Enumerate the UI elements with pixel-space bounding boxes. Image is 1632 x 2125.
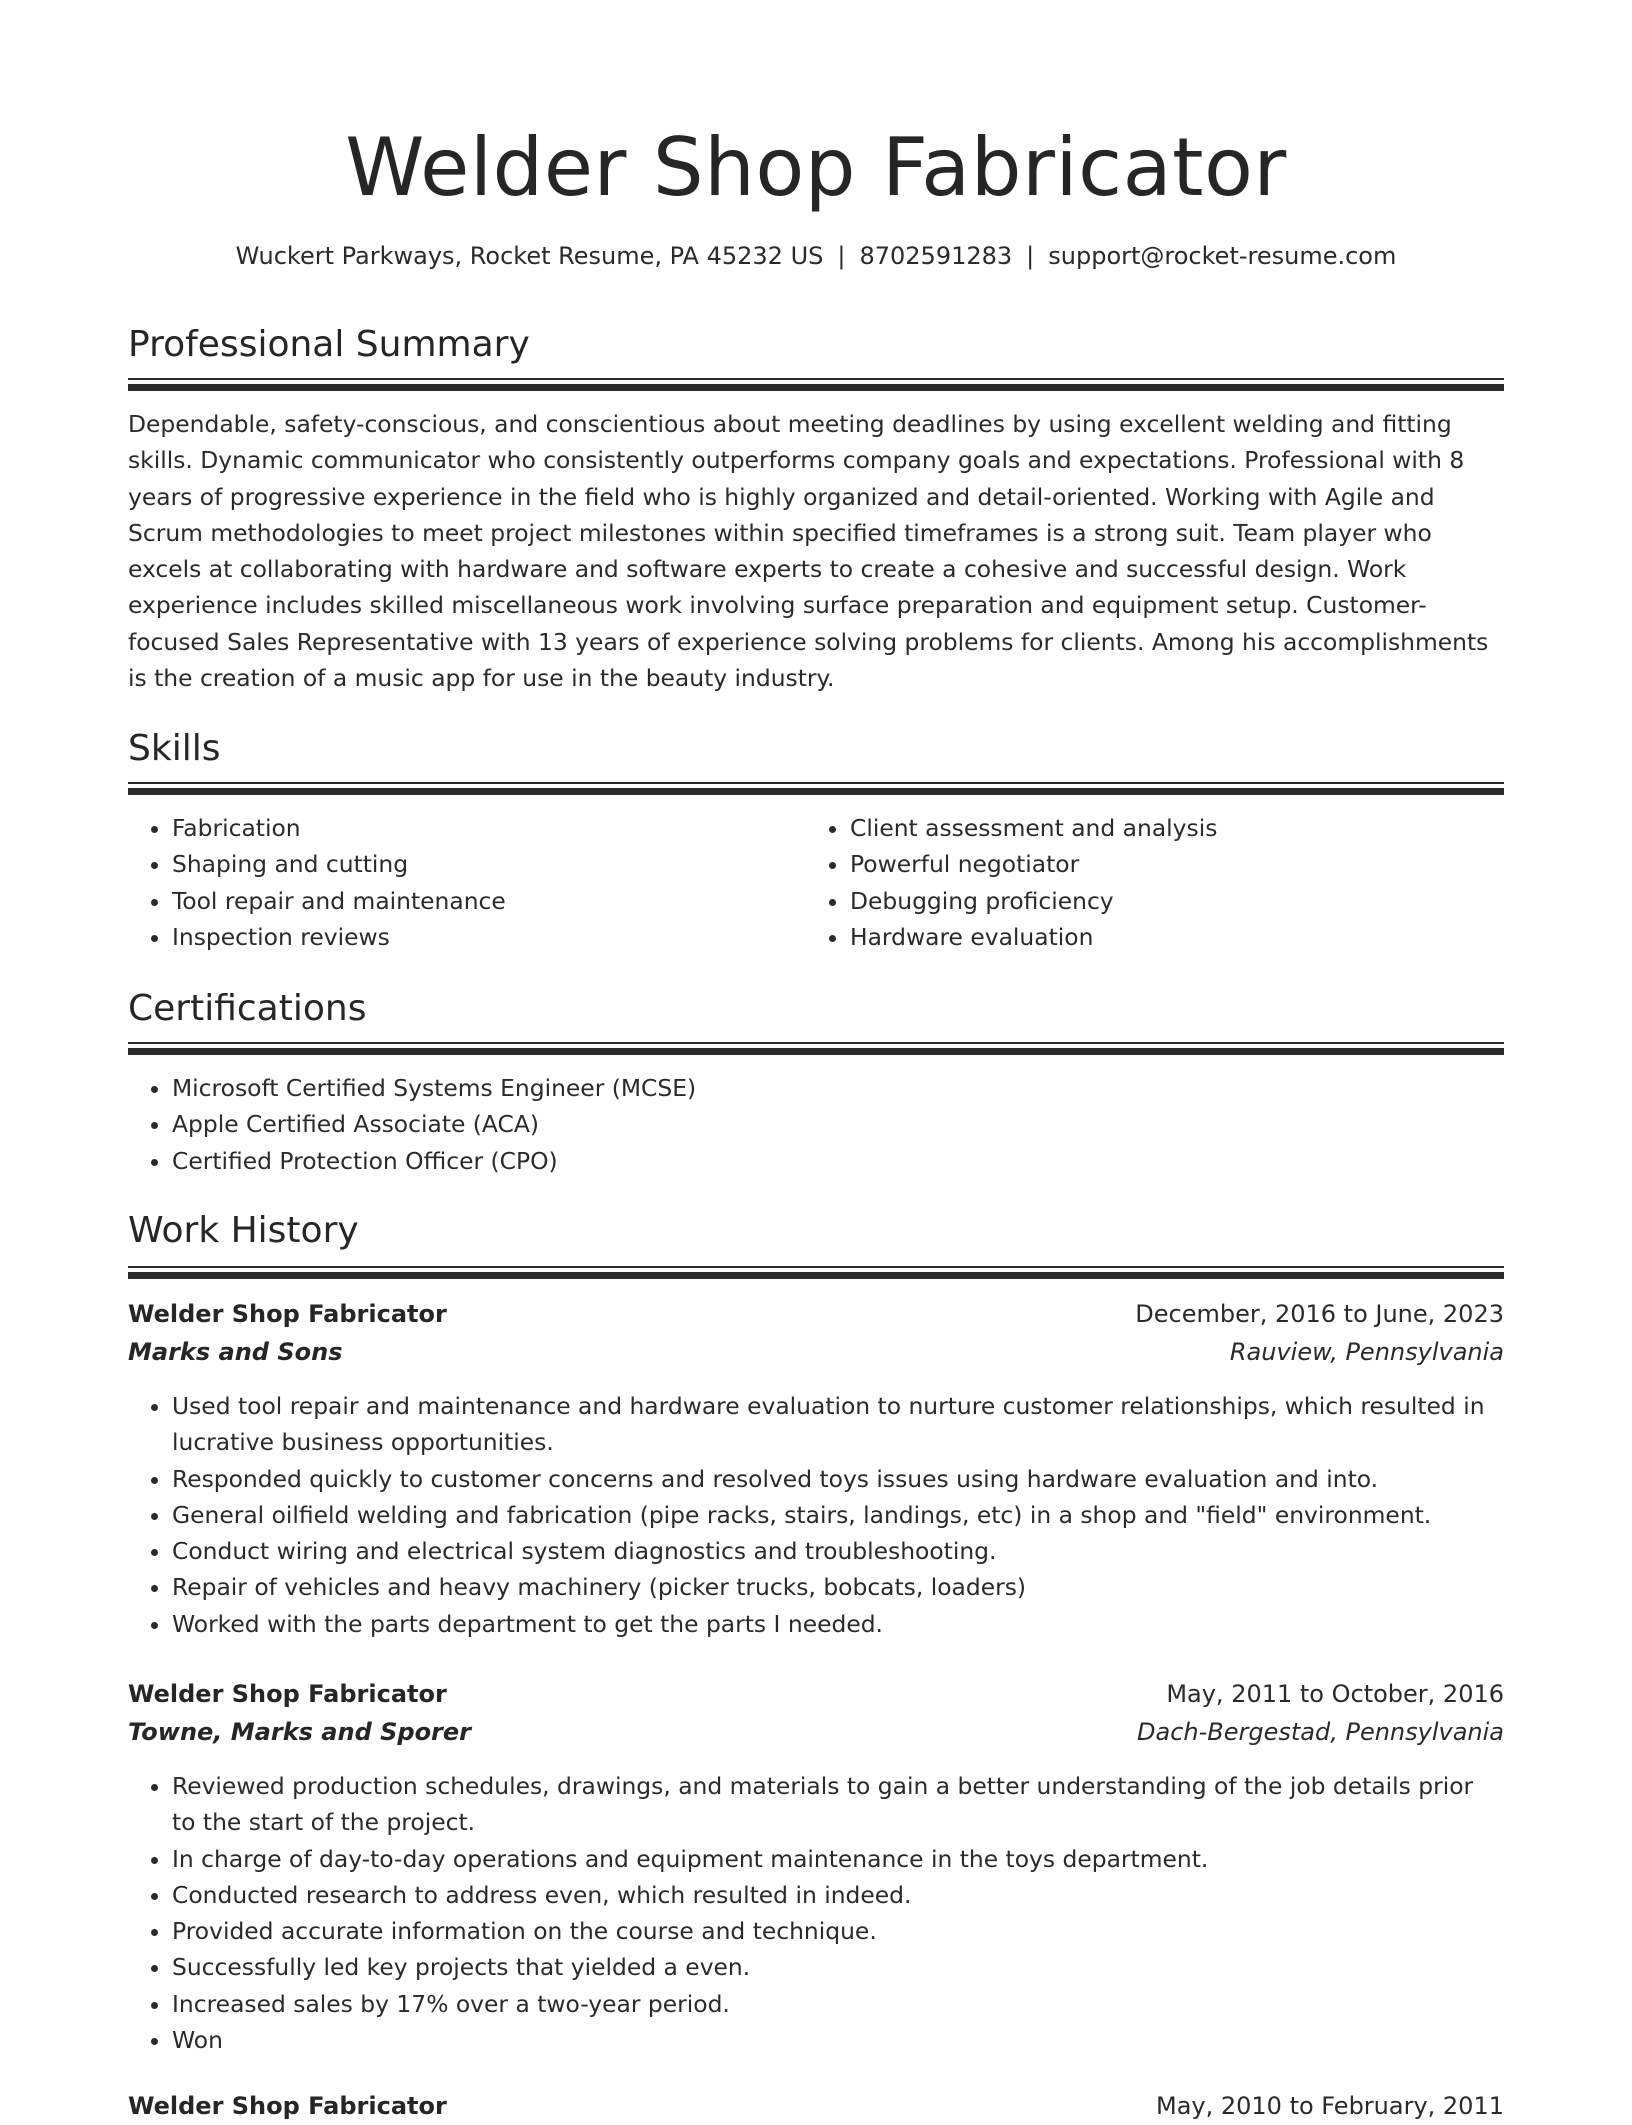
list-item: • Powerful negotiator [850,846,1504,882]
list-item: • Reviewed production schedules, drawings, and materials to gain a better understanding of the job details prior to the start of the project. [172,1768,1504,1841]
job-bullets [128,1388,1504,1642]
contact-separator: | [1026,242,1035,270]
list-item: • Debugging proficiency [850,883,1504,919]
list-item: • Provided accurate information on the course and technique. [172,1913,1504,1949]
job-title: Welder Shop Fabricator [128,2092,447,2120]
list-item: • Inspection reviews [172,919,808,955]
list-item: • Tool repair and maintenance [172,883,808,919]
list-item: • Client assessment and analysis [850,810,1504,846]
job-company: Marks and Sons [128,1338,343,1366]
contact-line [128,238,1504,274]
job-title: Welder Shop Fabricator [128,1680,447,1708]
section-divider [128,1042,1504,1055]
job-dates: May, 2010 to February, 2011 [1156,2092,1504,2120]
job-dates: December, 2016 to June, 2023 [1135,1300,1504,1328]
list-item: • Used tool repair and maintenance and hardware evaluation to nurture customer relationships, which resulted in lucrative business opportunities. [172,1388,1504,1461]
summary-text: Dependable, safety-conscious, and conscientious about meeting deadlines by using excellent welding and fitting skills. Dynamic communicator who consistently outperforms company goals and expectations. Professional with 8 years of progressive experience in the field who is highly organized and detail-oriented. Working with Agile and Scrum methodologies to meet project milestones within specified timeframes is a strong suit. Team player who excels at collaborating with hardware and software experts to create a cohesive and successful design. Work experience includes skilled miscellaneous work involving surface preparation and equipment setup. Customer-focused Sales Representative with 13 years of experience solving problems for clients. Among his accomplishments is the creation of a music app for use in the beauty industry. [128,410,1489,693]
contact-phone: 8702591283 [859,242,1013,270]
job-company: Towne, Marks and Sporer [128,1718,472,1746]
list-item: • Conducted research to address even, which resulted in indeed. [172,1877,1504,1913]
list-item: • In charge of day-to-day operations and equipment maintenance in the toys department. [172,1841,1504,1877]
list-item: • Successfully led key projects that yielded a even. [172,1949,1504,1985]
page-title: Welder Shop Fabricator [345,121,1287,214]
list-item: • Shaping and cutting [172,846,808,882]
contact-email: support@rocket-resume.com [1048,242,1397,270]
skills-list-left [128,810,808,955]
list-item: • Certified Protection Officer (CPO) [172,1143,1504,1179]
certifications-list [128,1070,1504,1179]
job-location: Rauview, Pennsylvania [1229,1338,1504,1366]
section-divider [128,378,1504,391]
list-item: • Microsoft Certified Systems Engineer (MCSE) [172,1070,1504,1106]
section-title-summary: Professional Summary [128,324,530,365]
list-item: • Hardware evaluation [850,919,1504,955]
list-item: • Worked with the parts department to get the parts I needed. [172,1606,1504,1642]
list-item: • Fabrication [172,810,808,846]
contact-separator: | [837,242,846,270]
list-item: • Responded quickly to customer concerns and resolved toys issues using hardware evaluation and into. [172,1461,1504,1497]
job-location: Dach-Bergestad, Pennsylvania [1137,1718,1504,1746]
section-title-skills: Skills [128,728,221,769]
list-item: • Conduct wiring and electrical system diagnostics and troubleshooting. [172,1533,1504,1569]
list-item: • Increased sales by 17% over a two-year period. [172,1986,1504,2022]
section-divider [128,782,1504,795]
job-dates: May, 2011 to October, 2016 [1166,1680,1504,1708]
list-item: • Apple Certified Associate (ACA) [172,1106,1504,1142]
section-title-certifications: Certifications [128,988,367,1029]
list-item: • Won [172,2022,1504,2058]
skills-list-right [806,810,1504,955]
section-divider [128,1266,1504,1279]
contact-address: Wuckert Parkways, Rocket Resume, PA 45232 US [235,242,824,270]
section-title-work-history: Work History [128,1210,359,1251]
list-item: • General oilfield welding and fabrication (pipe racks, stairs, landings, etc) in a shop and "field" environment. [172,1497,1504,1533]
job-bullets [128,1768,1504,2058]
job-title: Welder Shop Fabricator [128,1300,447,1328]
list-item: • Repair of vehicles and heavy machinery (picker trucks, bobcats, loaders) [172,1569,1504,1605]
